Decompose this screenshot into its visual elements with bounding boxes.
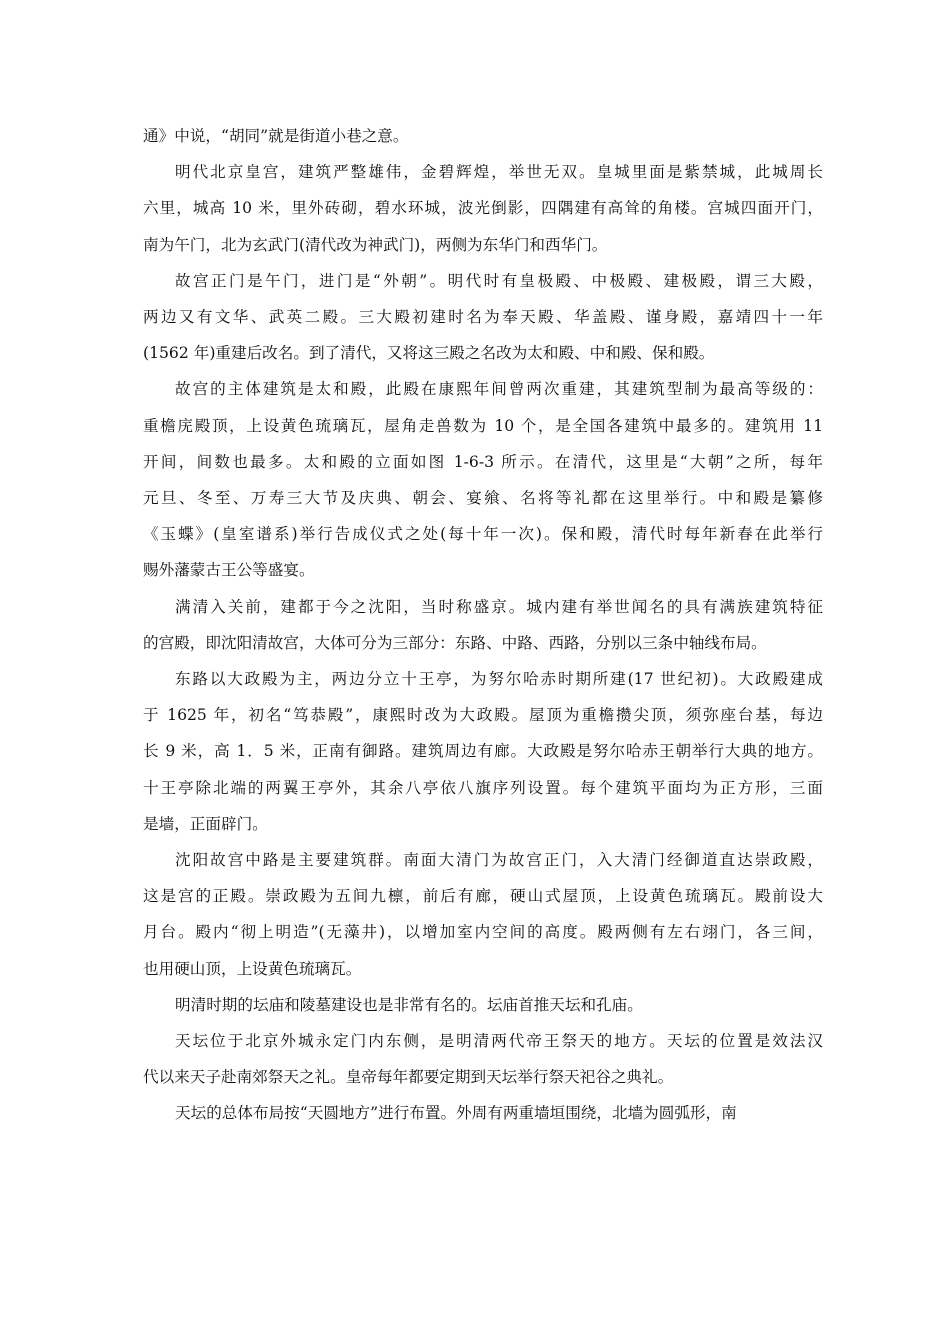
- paragraph: [143, 987, 823, 1023]
- paragraph: [143, 118, 823, 154]
- document-body: [143, 118, 823, 1132]
- text-line: 满清入关前，建都于今之沈阳，当时称盛京。城内建有举世闻名的具有满族建筑特征: [175, 597, 823, 616]
- text-line: 故宫正门是午门，进门是“外朝”。明代时有皇极殿、中极殿、建极殿，谓三大殿，: [175, 271, 823, 290]
- text-line: 两边又有文华、武英二殿。三大殿初建时名为奉天殿、华盖殿、谨身殿，嘉靖四十一年: [143, 308, 823, 327]
- paragraph: [143, 661, 823, 842]
- paragraph: [143, 589, 823, 661]
- text-line: 重檐庑殿顶，上设黄色琉璃瓦，屋角走兽数为 10 个，是全国各建筑中最多的。建筑用 11: [143, 416, 823, 435]
- paragraph: [143, 371, 823, 588]
- text-line: 长 9 米，高 1．5 米，正南有御路。建筑周边有廊。大政殿是努尔哈赤王朝举行大典的地方。: [143, 742, 823, 761]
- text-line: 天坛位于北京外城永定门内东侧，是明清两代帝王祭天的地方。天坛的位置是效法汉: [175, 1032, 823, 1051]
- text-line: (1562 年)重建后改名。到了清代，又将这三殿之名改为太和殿、中和殿、保和殿。: [143, 344, 715, 363]
- text-line: 通》中说，“胡同”就是街道小巷之意。: [143, 127, 409, 145]
- text-line: 十王亭除北端的两翼王亭外，其余八亭依八旗序列设置。每个建筑平面均为正方形，三面: [143, 778, 823, 797]
- text-line: 东路以大政殿为主，两边分立十王亭，为努尔哈赤时期所建(17 世纪初)。大政殿建成: [175, 670, 823, 689]
- text-line: 开间，间数也最多。太和殿的立面如图 1-6-3 所示。在清代，这里是“大朝”之所，每年: [143, 452, 823, 471]
- text-line: 元旦、冬至、万寿三大节及庆典、朝会、宴飨、名将等礼都在这里举行。中和殿是纂修: [143, 489, 823, 508]
- text-line: 月台。殿内“彻上明造”(无藻井)，以增加室内空间的高度。殿两侧有左右翊门，各三间，: [143, 923, 823, 942]
- text-line: 《玉蝶》(皇室谱系)举行告成仪式之处(每十年一次)。保和殿，清代时每年新春在此举行: [143, 525, 823, 544]
- paragraph: [143, 1095, 823, 1131]
- text-line: 沈阳故宫中路是主要建筑群。南面大清门为故宫正门，入大清门经御道直达崇政殿，: [175, 851, 823, 870]
- text-line: 天坛的总体布局按“天圆地方”进行布置。外周有两重墙垣围绕，北墙为圆弧形，南: [175, 1104, 737, 1123]
- text-line: 的宫殿，即沈阳清故宫，大体可分为三部分：东路、中路、西路，分别以三条中轴线布局。: [143, 633, 767, 652]
- paragraph: [143, 842, 823, 987]
- text-line: 也用硬山顶，上设黄色琉璃瓦。: [143, 959, 362, 978]
- text-line: 赐外藩蒙古王公等盛宴。: [143, 561, 315, 580]
- text-line: 于 1625 年，初名“笃恭殿”，康熙时改为大政殿。屋顶为重檐攒尖顶，须弥座台基，每边: [143, 706, 823, 725]
- text-line: 代以来天子赴南郊祭天之礼。皇帝每年都要定期到天坛举行祭天祀谷之典礼。: [143, 1068, 674, 1087]
- paragraph: [143, 263, 823, 372]
- paragraph: [143, 1023, 823, 1095]
- text-line: 明代北京皇宫，建筑严整雄伟，金碧辉煌，举世无双。皇城里面是紫禁城，此城周长: [175, 163, 823, 182]
- text-line: 故宫的主体建筑是太和殿，此殿在康熙年间曾两次重建，其建筑型制为最高等级的：: [175, 380, 823, 399]
- paragraph: [143, 154, 823, 263]
- text-line: 南为午门，北为玄武门(清代改为神武门)，两侧为东华门和西华门。: [143, 235, 608, 254]
- text-line: 明清时期的坛庙和陵墓建设也是非常有名的。坛庙首推天坛和孔庙。: [175, 995, 643, 1014]
- text-line: 是墙，正面辟门。: [143, 814, 268, 833]
- text-line: 这是宫的正殿。崇政殿为五间九檩，前后有廊，硬山式屋顶，上设黄色琉璃瓦。殿前设大: [143, 887, 823, 906]
- text-line: 六里，城高 10 米，里外砖砌，碧水环城，波光倒影，四隅建有高耸的角楼。宫城四面开门，: [143, 199, 823, 218]
